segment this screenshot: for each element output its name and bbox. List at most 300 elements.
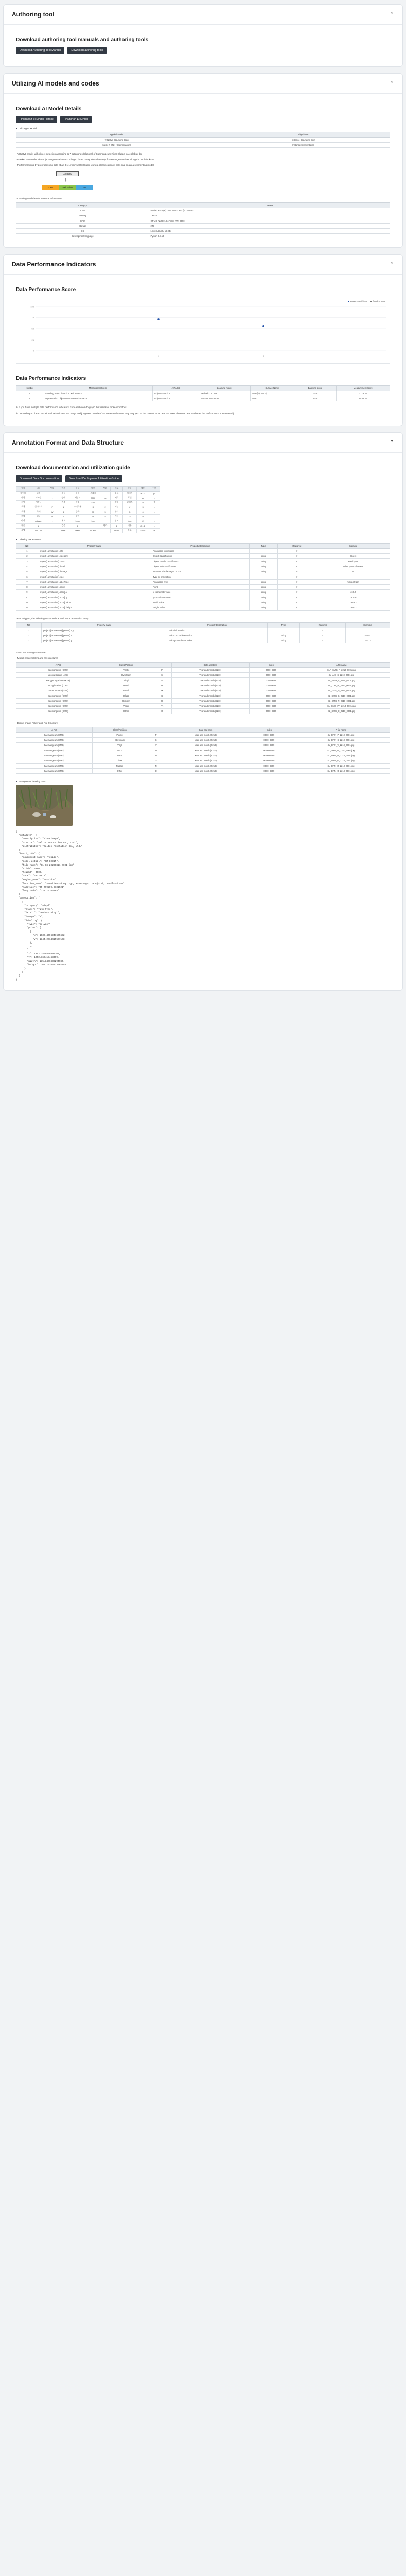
- table-cell: Metal: [92, 753, 147, 758]
- performance-header[interactable]: [4, 255, 402, 275]
- table-cell: 검증: [58, 523, 69, 528]
- table-cell: Saemangeum (SMG): [16, 758, 93, 764]
- table-cell: G: [122, 510, 136, 514]
- table-cell: 0000~9999: [249, 693, 293, 698]
- table-cell: 객체: [16, 514, 30, 519]
- table-cell: Y: [300, 638, 346, 643]
- table-cell: [250, 574, 277, 579]
- table-cell: Paper: [100, 703, 152, 708]
- table-cell: GPU: 8 NVIDIA GeForce RTX 3090: [149, 218, 390, 224]
- table-cell: 쓰레기: [86, 491, 100, 496]
- subheading-text: Utilizing AI Model: [18, 127, 37, 130]
- table-cell: G: [152, 693, 171, 698]
- table-cell: 3: [136, 505, 149, 510]
- table-cell: Point information: [167, 628, 267, 633]
- table-cell: 목표: [122, 528, 136, 533]
- table-row: [16, 500, 160, 505]
- chevron-up-icon[interactable]: ⌃: [389, 439, 394, 446]
- table-header-cell: NO: [16, 543, 38, 548]
- table-cell: Food type: [316, 558, 390, 564]
- table-header-cell: 비고: [58, 486, 69, 491]
- table-cell: 수집: [58, 491, 69, 496]
- table-cell: -: [100, 528, 111, 533]
- table-cell: project[].annotation[].points: [38, 584, 151, 589]
- table-row: [16, 505, 160, 510]
- table-header-cell: 항목: [69, 486, 86, 491]
- table-row: [16, 523, 160, 528]
- table-cell: Y: [277, 579, 316, 584]
- table-cell: 7: [16, 579, 38, 584]
- table-cell: 3000: [86, 496, 100, 500]
- table-cell: Saemangeum (SMG): [16, 703, 100, 708]
- table-row: [16, 143, 390, 148]
- table-cell: Intel(R) Xeon(R) Gold 6148 CPU @ 2.40GHz: [149, 208, 390, 213]
- table-cell: 2: [16, 553, 38, 558]
- table-cell: Saemangeum (SMG): [16, 693, 100, 698]
- annotation-section: [3, 432, 403, 991]
- table-cell: -: [149, 505, 160, 510]
- table-cell: string: [267, 638, 300, 643]
- download-model-button[interactable]: Download AI Model: [60, 116, 92, 123]
- table-cell: 평가: [100, 523, 111, 528]
- table-header-cell: Index: [249, 662, 293, 667]
- table-header-cell: [152, 662, 171, 667]
- table-header-cell: Measurement score: [336, 386, 390, 391]
- table-cell: project[].annotation[].bbox[].y: [38, 595, 151, 600]
- table-header-cell: Number: [16, 386, 43, 391]
- download-manual-button[interactable]: Download Authoring Tool Manual: [16, 47, 64, 54]
- table-cell: -: [149, 523, 160, 528]
- table-row: [16, 672, 390, 677]
- table-cell: SL_SMG_G_2210_0001.jpg: [293, 693, 390, 698]
- table-cell: M: [147, 753, 165, 758]
- table-cell: 2210: [86, 500, 100, 505]
- table-cell: 0000~9999: [246, 758, 292, 764]
- table-header-cell: Property Description: [167, 622, 267, 628]
- table-cell: Plastic: [92, 733, 147, 738]
- table-header-cell: Category: [16, 203, 149, 208]
- table-cell: 하천: [30, 491, 47, 496]
- table-cell: 0000~9999: [246, 764, 292, 769]
- chevron-up-icon[interactable]: ⌃: [389, 261, 394, 268]
- table-cell: Styrofoam: [100, 672, 152, 677]
- all-data-box: All Data: [56, 171, 79, 176]
- download-tools-button[interactable]: Download authoring tools: [67, 47, 107, 54]
- performance-section: [3, 254, 403, 426]
- table-cell: 금속: [69, 510, 86, 514]
- table-cell: 촬영: [16, 496, 30, 500]
- table-header-cell: 비고: [111, 486, 123, 491]
- table-cell: 7: [58, 514, 69, 519]
- table-cell: -: [100, 519, 111, 523]
- table-cell: Instance (Bounding Box): [217, 138, 390, 143]
- table-cell: Year and month (2210): [171, 683, 249, 688]
- table-row: [16, 229, 390, 234]
- table-cell: -: [149, 519, 160, 523]
- table-cell: 187.12: [345, 638, 390, 643]
- models-section: [3, 73, 403, 248]
- table-cell: Y: [277, 574, 316, 579]
- table-cell: 2: [16, 633, 42, 638]
- section-title: Annotation Format and Data Structure: [12, 438, 125, 446]
- table-cell: SL_DRN_P_2210_0001.jpg: [292, 733, 390, 738]
- table-header-cell: 단위: [47, 486, 58, 491]
- table-cell: Type of annotation: [151, 574, 250, 579]
- table-cell: 8:1:1: [136, 523, 149, 528]
- arrow-down-icon: ↓: [64, 177, 67, 183]
- table-cell: px: [100, 496, 111, 500]
- table-cell: 세그: [58, 519, 69, 523]
- table-cell: Saemangeum (SMG): [16, 708, 100, 714]
- table-cell: R: [147, 764, 165, 769]
- table-cell: string: [250, 589, 277, 595]
- table-cell: -: [47, 519, 58, 523]
- table-cell: Saemangeum (SMG): [16, 733, 93, 738]
- table-cell: project[].annotation[].points[].x,y: [42, 628, 167, 633]
- table-cell: Y: [277, 605, 316, 610]
- table-cell: Object middle classification: [151, 558, 250, 564]
- table-cell: 4: [58, 510, 69, 514]
- table-header-cell: Type: [267, 622, 300, 628]
- table-cell: Year and month (2210): [165, 733, 246, 738]
- table-cell: O: [152, 708, 171, 714]
- download-guide-button[interactable]: Download Deployment Utilization Guide: [65, 475, 122, 482]
- table-header-cell: A Pot: [16, 662, 100, 667]
- table-cell: 9: [136, 514, 149, 519]
- table-cell: 1:1: [136, 519, 149, 523]
- table-cell: Development language: [16, 234, 149, 239]
- table-row: [16, 234, 390, 239]
- authoring-heading: Download authoring tool manuals and authoring tools: [16, 37, 149, 43]
- table-row: [16, 213, 390, 218]
- data-point[interactable]: [157, 319, 160, 321]
- table-cell: 50 %: [294, 396, 337, 401]
- table-cell: -: [149, 514, 160, 519]
- table-header-cell: Date and time: [165, 727, 246, 733]
- table-cell: SL_GSS_M_2210_0001.jpg: [293, 688, 390, 693]
- table-cell: Year and month (2210): [171, 672, 249, 677]
- table-cell: 0: [316, 569, 390, 574]
- table-cell: Method YOLO v8: [199, 391, 250, 396]
- table-cell: 12: [16, 605, 38, 610]
- table-cell: 2: [100, 505, 111, 510]
- table-cell: string: [250, 569, 277, 574]
- table-cell: R: [152, 698, 171, 703]
- table-cell: 학습: [16, 523, 30, 528]
- table-cell: mIoU: [250, 396, 294, 401]
- table-cell: Y: [300, 633, 346, 638]
- table-header-cell: 단위: [149, 486, 160, 491]
- example-title: Examples of labeling data: [18, 780, 46, 783]
- table-cell: 0000~9999: [249, 688, 293, 693]
- table-cell: project[].annotation[].points[].y: [42, 638, 167, 643]
- table-cell: 플라스틱: [30, 505, 47, 510]
- table-cell: Year and month (2210): [171, 667, 249, 672]
- table-cell: 6: [16, 574, 38, 579]
- table-cell: project[].annotation[].detail: [38, 564, 151, 569]
- table-cell: project[].annotation[].damage: [38, 569, 151, 574]
- table-cell: Year and month (2210): [165, 753, 246, 758]
- table-cell: bbox: [69, 519, 86, 523]
- table-header-cell: Property name: [38, 543, 151, 548]
- table-cell: 0000~9999: [246, 738, 292, 743]
- table-cell: V: [152, 677, 171, 683]
- table-cell: 모델: [16, 528, 30, 533]
- table-cell: Storage: [16, 224, 149, 229]
- table-cell: W: [147, 748, 165, 753]
- table-row: [16, 688, 390, 693]
- table-row: [16, 758, 390, 764]
- table-header-cell: Baseline score: [294, 386, 337, 391]
- table-cell: 0000~9999: [249, 708, 293, 714]
- table-header-cell: AI TASK: [153, 386, 199, 391]
- raw-subtitle: - Model image folders and file structures: [16, 656, 58, 659]
- table-row: [16, 769, 390, 774]
- table-header-cell: Property name: [42, 622, 167, 628]
- table-cell: [267, 628, 300, 633]
- indicators-heading: Data Performance Indicators: [16, 376, 86, 382]
- labeling-title: Labeling Data Format: [18, 538, 41, 541]
- json-example: { "metaData": { "description": "Riverimage", "creator": "Saltus Annotation Co., Ltd.", "distributor": "Saltus Annotation Co., Ltd." }, "board_info": { "equipment_name": "Mobile", "model_detail": "SM-G991N", "file_name": "SL_SC_20220811_0001.jpg", "width": 4000, "height": 3000, "date": "20220811", "region_name": "Poseidon", "location_name": "Sanmideon-dong 1-gu, Wansan-gu, Jeonju-si, Jeollabuk-do", "latitude": "35.799209,2101521", "longitude": "127.12163004" }, "annotation": [ { "category": "vinyl", "class": "film-type", "detail": "product vinyl", "damage": "0", "labeling": { "type": "polygon", "point": [ { "x": 1936.4496947635632, "y": 1344.2614415567168 }, ... ], "x": 1852.2499469896104, "y": 1252.163419468399, "width": 135.8466836294984, "height": 161.75356913602854 } } ] }: [16, 831, 126, 981]
- table-cell: Mask R-CNN (Segmentation): [16, 143, 217, 148]
- table-cell: 1: [16, 628, 42, 633]
- table-cell: W: [47, 510, 58, 514]
- table-cell: Point X-coordinate value: [167, 633, 267, 638]
- table-row: [16, 558, 390, 564]
- table-cell: string: [267, 633, 300, 638]
- table-cell: Year and month (2210): [171, 677, 249, 683]
- table-row: [16, 519, 160, 523]
- polygon-table: [16, 622, 390, 643]
- table-cell: 0000~9999: [246, 743, 292, 748]
- table-row: [16, 553, 390, 558]
- raw-table: [16, 662, 390, 714]
- table-cell: S: [86, 505, 100, 510]
- table-cell: 3: [16, 638, 42, 643]
- table-cell: project[].annotation[].bbox[].height: [38, 605, 151, 610]
- table-cell: N: [277, 569, 316, 574]
- table-cell: Wood: [92, 748, 147, 753]
- table-cell: project[].annotation[].bbox[].x: [38, 589, 151, 595]
- table-header-cell: [147, 727, 165, 733]
- legend-label: Measurement Score: [349, 300, 368, 303]
- download-model-details-button[interactable]: Download AI Model Details: [16, 116, 57, 123]
- table-cell: 5: [16, 569, 38, 574]
- table-cell: Y: [277, 558, 316, 564]
- table-row: [16, 514, 160, 519]
- table-cell: 6: [136, 510, 149, 514]
- table-cell: Width value: [151, 600, 250, 605]
- table-cell: Wood: [100, 683, 152, 688]
- chevron-up-icon[interactable]: ⌃: [389, 11, 394, 18]
- table-cell: Y: [277, 553, 316, 558]
- table-cell: Mangyeong River (MGR): [16, 677, 100, 683]
- table-cell: 해상도: [69, 496, 86, 500]
- table-cell: 객체: [16, 505, 30, 510]
- table-cell: 라벨: [16, 519, 30, 523]
- table-cell: 포맷: [122, 496, 136, 500]
- table-cell: SL_SMG_PA_2210_0001.jpg: [293, 703, 390, 708]
- table-cell: Year and month (2210): [165, 769, 246, 774]
- table-row: [16, 579, 390, 584]
- table-cell: string: [250, 564, 277, 569]
- table-cell: Year and month (2210): [171, 688, 249, 693]
- table-cell: polygon: [30, 519, 47, 523]
- split-test-box: Test: [76, 185, 93, 190]
- table-cell: project[].annotation[].category: [38, 553, 151, 558]
- table-row: [16, 491, 160, 496]
- split-train-box: Train: [42, 185, 59, 190]
- table-cell: [345, 628, 390, 633]
- table-cell: SL_SMG_O_2210_0001.jpg: [293, 708, 390, 714]
- table-cell: 4: [16, 564, 38, 569]
- table-cell: SL_DRN_S_2210_0001.jpg: [292, 738, 390, 743]
- table-header-cell: Type: [250, 543, 277, 548]
- table-header-cell: 항목: [16, 486, 30, 491]
- table-cell: Object Detection: [153, 391, 199, 396]
- table-cell: 70 %: [294, 391, 337, 396]
- table-cell: 데이터: [16, 491, 30, 496]
- models-header[interactable]: [4, 74, 402, 94]
- table-row: [16, 564, 390, 569]
- table-cell: -: [47, 500, 58, 505]
- table-cell: Year and month (2210): [165, 764, 246, 769]
- table-cell: RCNN: [86, 528, 100, 533]
- table-cell: Year and month (2210): [165, 738, 246, 743]
- table-header-cell: Class/Position: [100, 662, 152, 667]
- table-cell: 수집: [69, 500, 86, 505]
- note-text: - Perform training by preprocessing data at an 8:1:1 (train:val:test) ratio using a classification of cells and an area segmenting model: [16, 164, 154, 167]
- table-header-cell: 내용: [136, 486, 149, 491]
- note-text: - MaskRCNN model with object segmentation according to three categories (classes) of Saemangeum River Sludge in Jeollabuk-do: [16, 158, 154, 161]
- chevron-up-icon[interactable]: ⌃: [389, 80, 394, 87]
- table-cell: Dongjin River (DJR): [16, 683, 100, 688]
- table-cell: -: [100, 500, 111, 505]
- table-cell: Saemangeum (SMG): [16, 667, 100, 672]
- legend-label: Baseline score: [373, 300, 385, 303]
- table-cell: S: [152, 672, 171, 677]
- authoring-header[interactable]: [4, 5, 402, 25]
- table-cell: S: [147, 738, 165, 743]
- annotation-header[interactable]: [4, 433, 402, 453]
- table-cell: SLP_SMG_P_2210_0001.jpg: [293, 667, 390, 672]
- table-cell: G: [147, 758, 165, 764]
- table-cell: [250, 548, 277, 553]
- table-header-cell: Property Description: [151, 543, 250, 548]
- table-cell: Object: [316, 553, 390, 558]
- table-cell: M: [152, 688, 171, 693]
- table-cell: 8: [100, 514, 111, 519]
- data-point[interactable]: [262, 325, 264, 327]
- table-cell: Styrofoam: [92, 738, 147, 743]
- table-header-cell: Surface Name: [250, 386, 294, 391]
- table-cell: 0000~9999: [249, 698, 293, 703]
- table-row: [16, 693, 390, 698]
- table-cell: 134.93: [316, 600, 390, 605]
- table-cell: Annotation information: [151, 548, 250, 553]
- table-cell: project[].annotation[].type: [38, 574, 151, 579]
- table-cell: [316, 574, 390, 579]
- table-cell: Python 3.8.10: [149, 234, 390, 239]
- table-header-cell: Algorithms: [217, 132, 390, 138]
- table-cell: SL_DJR_W_2210_0001.jpg: [293, 683, 390, 688]
- table-cell: mAP@[IoU 0.5]: [250, 391, 294, 396]
- table-row: [16, 595, 390, 600]
- table-cell: Annotation type: [151, 579, 250, 584]
- table-cell: 55.99 %: [336, 396, 390, 401]
- table-cell: 클래스: [122, 500, 136, 505]
- table-cell: Other: [100, 708, 152, 714]
- table-cell: Whether it is damaged or not: [151, 569, 250, 574]
- table-header-cell: Measurement item: [43, 386, 152, 391]
- table-cell: 비율: [122, 523, 136, 528]
- table-cell: 2: [16, 396, 43, 401]
- table-cell: Rubber: [92, 764, 147, 769]
- table-cell: Year and month (2210): [171, 703, 249, 708]
- table-row: [16, 496, 160, 500]
- table-cell: y-coordinate value: [151, 595, 250, 600]
- table-cell: 1: [16, 548, 38, 553]
- table-row: [16, 743, 390, 748]
- table-cell: P: [47, 505, 58, 510]
- table-cell: 1: [111, 523, 123, 528]
- y-tick-label: 100: [30, 305, 34, 308]
- table-cell: 0000~9999: [249, 683, 293, 688]
- table-cell: Plastic: [100, 667, 152, 672]
- table-header-cell: Required: [300, 622, 346, 628]
- table-cell: MaskRCNN-resnet: [199, 396, 250, 401]
- table-header-cell: Date and time: [171, 662, 249, 667]
- table-row: [16, 396, 390, 401]
- table-cell: 종이: [69, 514, 86, 519]
- table-cell: box: [86, 519, 100, 523]
- table-cell: SL_DRN_M_2210_0001.jpg: [292, 753, 390, 758]
- table-cell: Rubber: [100, 698, 152, 703]
- table-cell: px: [149, 491, 160, 496]
- table-cell: 71.08 %: [336, 391, 390, 396]
- table-cell: Y: [300, 628, 346, 633]
- table-cell: Saemangeum (SMG): [16, 698, 100, 703]
- table-cell: Bounding object detection performance: [43, 391, 152, 396]
- score-heading: Data Performance Score: [16, 287, 76, 293]
- table-cell: 0000~9999: [249, 703, 293, 708]
- table-row: [16, 628, 390, 633]
- y-tick-label: 50: [31, 327, 34, 330]
- table-cell: %: [149, 528, 160, 533]
- models-heading: Download AI Model Details: [16, 106, 82, 112]
- table-cell: Object Subclassification: [151, 564, 250, 569]
- table-cell: R: [47, 514, 58, 519]
- table-cell: Saemangeum (SMG): [16, 748, 93, 753]
- table-header-cell: Example: [316, 543, 390, 548]
- table-cell: O: [147, 769, 165, 774]
- table-cell: 139.32: [316, 605, 390, 610]
- note-text: ※ Depending on the AI model evaluation index, the range and judgment criteria of the measured values may vary. (ex. In the case of error rate, the lower the error rate, the better the performance is evaluated.): [16, 412, 234, 415]
- table-row: [16, 605, 390, 610]
- download-documentation-button[interactable]: Download Data Documentation: [16, 475, 62, 482]
- table-header-cell: Example: [345, 622, 390, 628]
- table-cell: 11: [16, 600, 38, 605]
- note-text: - YOLOv8 model with object detection according to 7 categories (classes) of Saemangeum River Sludge in Jeollabuk-do: [16, 152, 142, 155]
- table-row: [16, 218, 390, 224]
- example-label: [16, 780, 390, 783]
- table-cell: json: [122, 519, 136, 523]
- table-row: [16, 510, 160, 514]
- section-title: Utilizing AI models and codes: [12, 80, 99, 87]
- table-cell: SL_DRN_G_2210_0001.jpg: [292, 758, 390, 764]
- table-cell: 목재: [30, 510, 47, 514]
- table-row: [16, 208, 390, 213]
